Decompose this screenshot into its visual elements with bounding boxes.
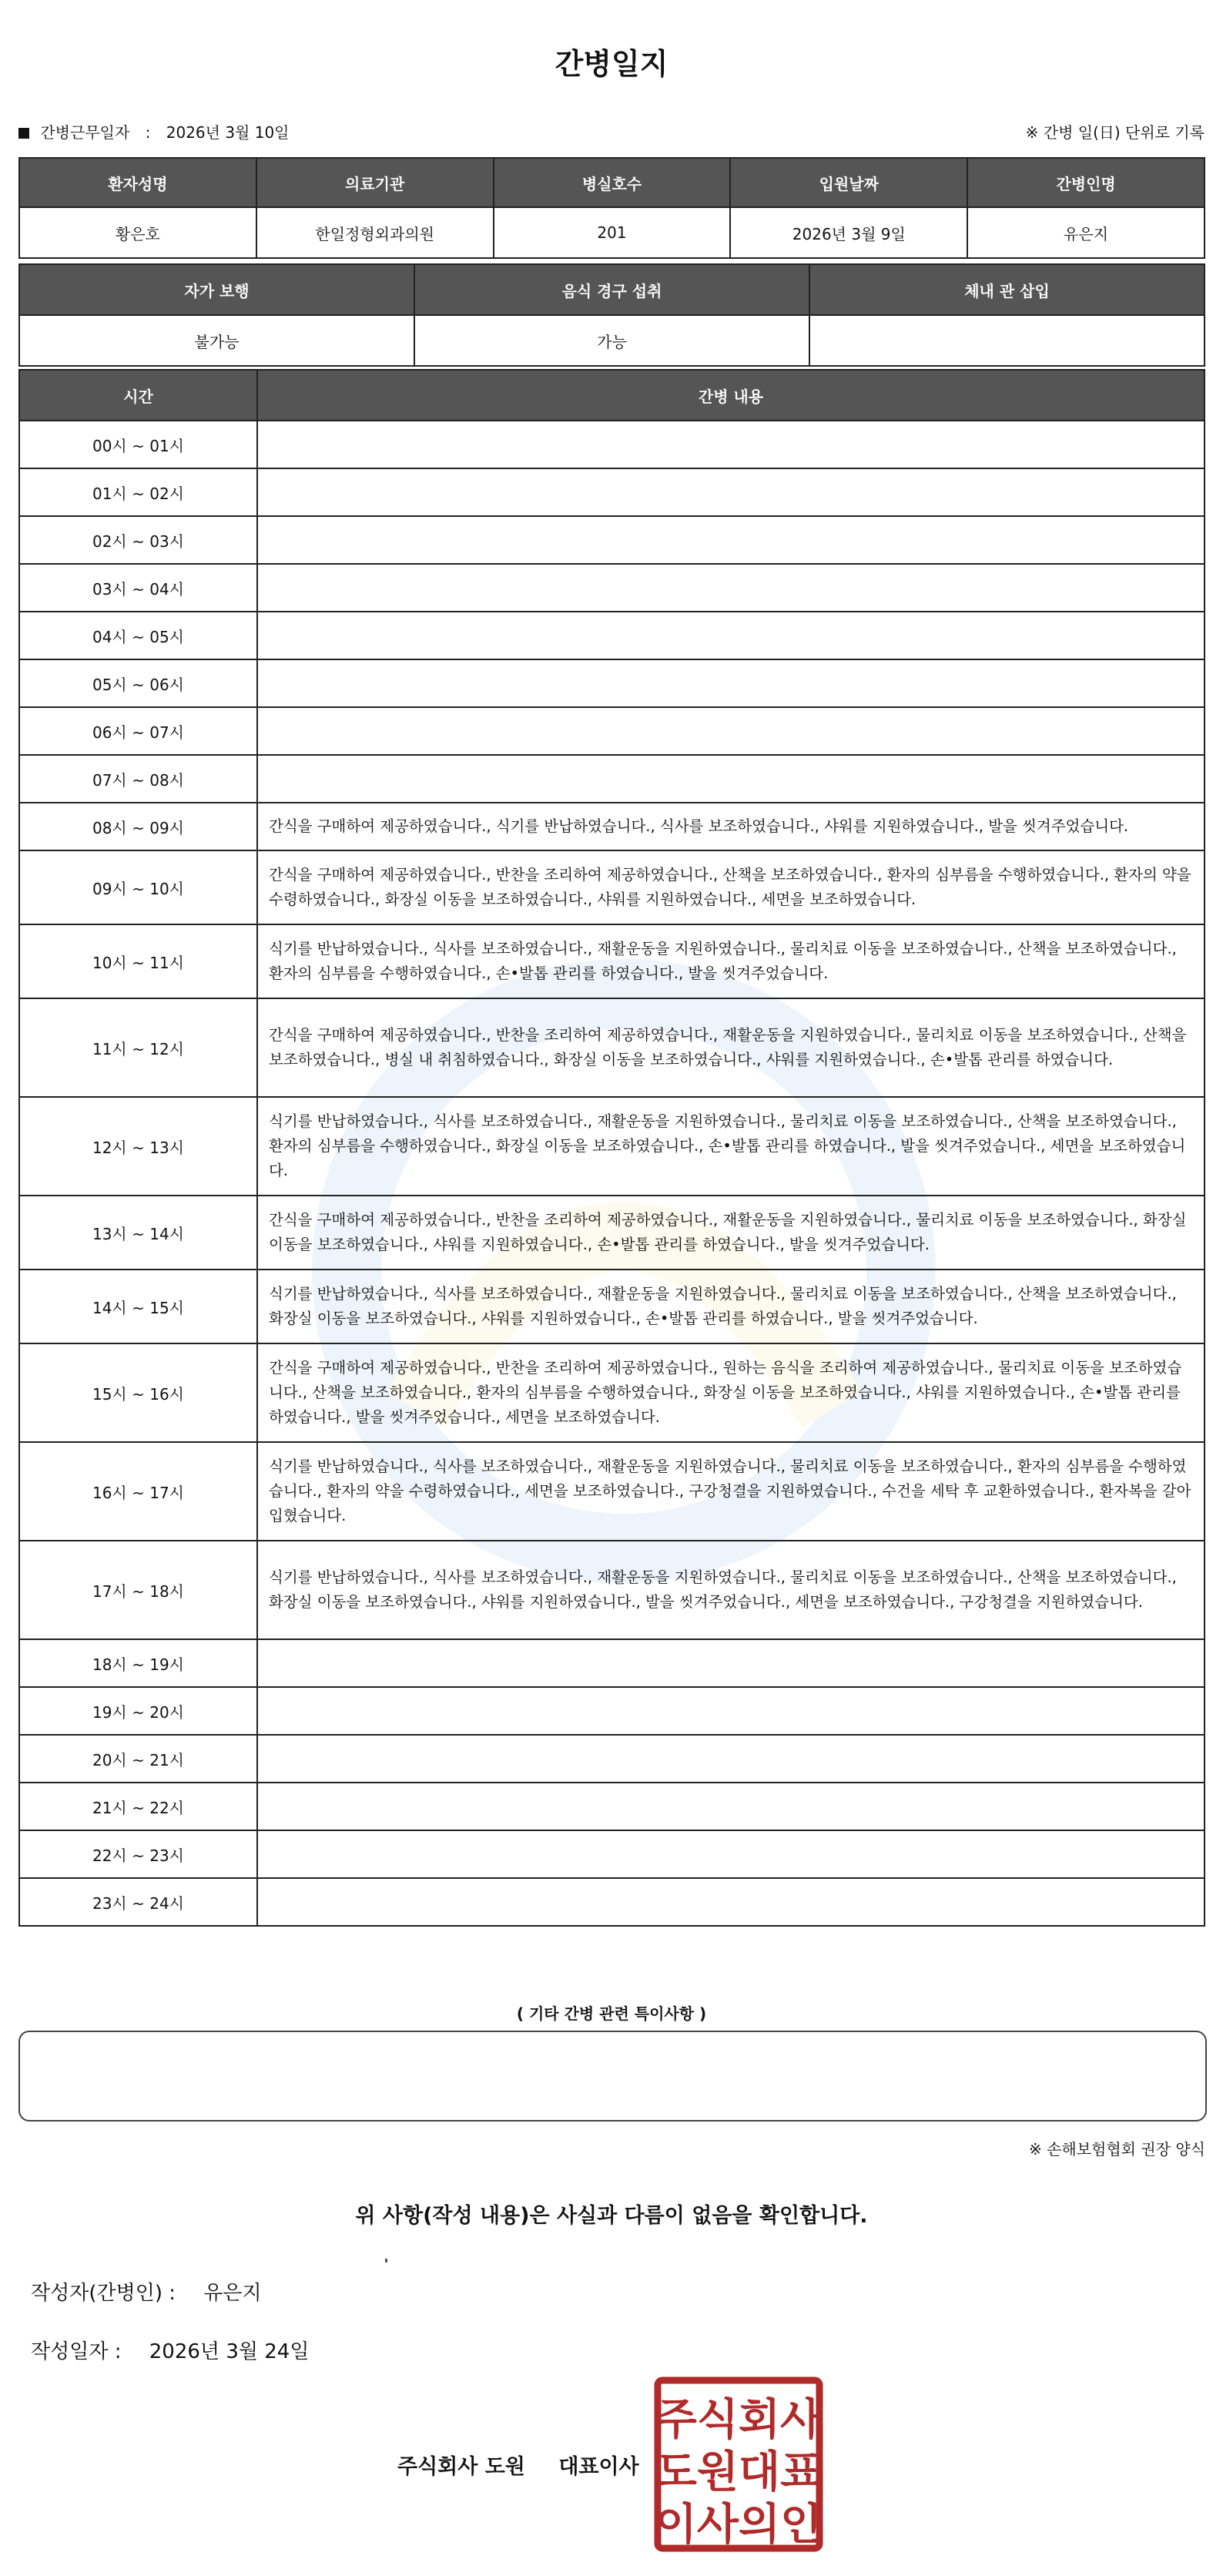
care-log-header-row bbox=[19, 370, 1205, 421]
care-log-time: 16시 ~ 17시 bbox=[19, 1442, 257, 1541]
representative-title: 대표이사 bbox=[558, 2455, 639, 2479]
care-log-time: 00시 ~ 01시 bbox=[19, 421, 257, 468]
patient-status-value-row bbox=[19, 315, 1205, 366]
care-log-content: 식기를 반납하였습니다., 식사를 보조하였습니다., 재활운동을 지원하였습니다., 물리치료 이동을 보조하였습니다., 산책을 보조하였습니다., 화장실 이동을 보조하였습니다., 샤워를 지원하였습니다., 손•발톱 관리를 하였습니다., 발을 씻겨주었습니다. bbox=[257, 1270, 1205, 1343]
tube-insertion-value bbox=[809, 315, 1205, 366]
care-log-row bbox=[19, 1196, 1205, 1270]
work-date bbox=[18, 120, 290, 143]
care-log-time: 09시 ~ 10시 bbox=[19, 850, 257, 924]
care-log-time: 17시 ~ 18시 bbox=[19, 1541, 257, 1639]
care-log-row bbox=[19, 564, 1205, 612]
care-log-time: 05시 ~ 06시 bbox=[19, 659, 257, 707]
care-log-row bbox=[19, 707, 1205, 755]
care-log-content: 식기를 반납하였습니다., 식사를 보조하였습니다., 재활운동을 지원하였습니다., 물리치료 이동을 보조하였습니다., 산책을 보조하였습니다., 환자의 심부름을 수행하였습니다., 손•발톱 관리를 하였습니다., 발을 씻겨주었습니다. bbox=[257, 924, 1205, 998]
header-room-number: 병실호수 bbox=[494, 158, 731, 207]
care-log-content bbox=[257, 1878, 1205, 1926]
care-log-content: 간식을 구매하여 제공하였습니다., 식기를 반납하였습니다., 식사를 보조하였습니다., 샤워를 지원하였습니다., 발을 씻겨주었습니다. bbox=[257, 803, 1205, 850]
patient-status-header-row bbox=[19, 264, 1205, 315]
care-log-content bbox=[257, 612, 1205, 659]
patient-info-value-row bbox=[19, 207, 1205, 258]
care-log-time: 12시 ~ 13시 bbox=[19, 1097, 257, 1196]
care-log-row bbox=[19, 1541, 1205, 1639]
writer-date-value: 2026년 3월 24일 bbox=[149, 2340, 310, 2363]
care-log-content: 식기를 반납하였습니다., 식사를 보조하였습니다., 재활운동을 지원하였습니다., 물리치료 이동을 보조하였습니다., 산책을 보조하였습니다., 환자의 심부름을 수행하였습니다., 화장실 이동을 보조하였습니다., 손•발톱 관리를 하였습니다., 발을 씻겨주었습니다., 세면을 보조하였습니다. bbox=[257, 1097, 1205, 1196]
care-log-content bbox=[257, 1687, 1205, 1735]
seal-line-1: 주식회사 bbox=[655, 2395, 823, 2445]
care-log-row bbox=[19, 1442, 1205, 1541]
admission-date: 2026년 3월 9일 bbox=[730, 207, 967, 258]
care-log-row bbox=[19, 924, 1205, 998]
care-log-time: 02시 ~ 03시 bbox=[19, 516, 257, 564]
hospital-name: 한일정형외과의원 bbox=[256, 207, 494, 258]
care-log-content: 간식을 구매하여 제공하였습니다., 반찬을 조리하여 제공하였습니다., 산책을 보조하였습니다., 환자의 심부름을 수행하였습니다., 환자의 약을 수령하였습니다., 화장실 이동을 보조하였습니다., 샤워를 지원하였습니다., 세면을 보조하였습니다. bbox=[257, 850, 1205, 924]
header-oral-intake: 음식 경구 섭취 bbox=[414, 264, 809, 315]
header-hospital: 의료기관 bbox=[256, 158, 494, 207]
writer-name: 유은지 bbox=[203, 2282, 262, 2305]
work-date-value: 2026년 3월 10일 bbox=[166, 123, 290, 142]
writer-label: 작성자(간병인) : bbox=[31, 2282, 176, 2305]
care-log-time: 03시 ~ 04시 bbox=[19, 564, 257, 612]
company-name: 주식회사 도원 bbox=[397, 2455, 525, 2479]
company-seal-stamp bbox=[653, 2376, 824, 2553]
care-log-content bbox=[257, 516, 1205, 564]
care-log-row bbox=[19, 1343, 1205, 1442]
care-log-row bbox=[19, 755, 1205, 803]
care-log-content bbox=[257, 1735, 1205, 1783]
care-log-content bbox=[257, 707, 1205, 755]
work-date-row bbox=[18, 120, 1205, 145]
care-log-content: 간식을 구매하여 제공하였습니다., 반찬을 조리하여 제공하였습니다., 재활운동을 지원하였습니다., 물리치료 이동을 보조하였습니다., 화장실 이동을 보조하였습니다., 샤워를 지원하였습니다., 손•발톱 관리를 하였습니다., 발을 씻겨주었습니다. bbox=[257, 1196, 1205, 1270]
care-log-row bbox=[19, 1830, 1205, 1878]
care-log-body bbox=[19, 421, 1205, 1926]
care-log-content: 간식을 구매하여 제공하였습니다., 반찬을 조리하여 제공하였습니다., 원하는 음식을 조리하여 제공하였습니다., 물리치료 이동을 보조하였습니다., 산책을 보조하였습니다., 환자의 심부름을 수행하였습니다., 화장실 이동을 보조하였습니다., 샤워를 지원하였습니다., 손•발톱 관리를 하였습니다., 발을 씻겨주었습니다., 세면을 보조하였습니다. bbox=[257, 1343, 1205, 1442]
header-patient-name: 환자성명 bbox=[19, 158, 256, 207]
care-log-content bbox=[257, 1639, 1205, 1687]
writer-date-label: 작성일자 : bbox=[31, 2340, 122, 2363]
care-log-time: 22시 ~ 23시 bbox=[19, 1830, 257, 1878]
patient-name: 황은호 bbox=[19, 207, 256, 258]
care-log-content bbox=[257, 755, 1205, 803]
patient-info-header-row bbox=[19, 158, 1205, 207]
care-log-row bbox=[19, 659, 1205, 707]
care-log-time: 04시 ~ 05시 bbox=[19, 612, 257, 659]
header-time: 시간 bbox=[19, 370, 257, 421]
care-log-time: 13시 ~ 14시 bbox=[19, 1196, 257, 1270]
seal-line-2: 도원대표 bbox=[655, 2447, 823, 2497]
care-log-time: 18시 ~ 19시 bbox=[19, 1639, 257, 1687]
care-log-content bbox=[257, 468, 1205, 516]
recommend-note: ※ 손해보험협회 권장 양식 bbox=[1028, 2140, 1205, 2158]
header-admission-date: 입원날짜 bbox=[730, 158, 967, 207]
care-log-time: 20시 ~ 21시 bbox=[19, 1735, 257, 1783]
care-log-content: 식기를 반납하였습니다., 식사를 보조하였습니다., 재활운동을 지원하였습니다., 물리치료 이동을 보조하였습니다., 산책을 보조하였습니다., 화장실 이동을 보조하였습니다., 샤워를 지원하였습니다., 발을 씻겨주었습니다., 세면을 보조하였습니다., 구강청결을 지원하였습니다. bbox=[257, 1541, 1205, 1639]
care-log-time: 06시 ~ 07시 bbox=[19, 707, 257, 755]
care-log-time: 23시 ~ 24시 bbox=[19, 1878, 257, 1926]
care-log-content bbox=[257, 564, 1205, 612]
care-log-row bbox=[19, 612, 1205, 659]
header-care-content: 간병 내용 bbox=[257, 370, 1205, 421]
care-log-content bbox=[257, 421, 1205, 468]
unit-note: ※ 간병 일(日) 단위로 기록 bbox=[1025, 123, 1205, 142]
care-log-row bbox=[19, 1878, 1205, 1926]
header-caregiver-name: 간병인명 bbox=[967, 158, 1205, 207]
care-log-table bbox=[18, 369, 1205, 1927]
care-log-row bbox=[19, 1097, 1205, 1196]
patient-info-table bbox=[18, 157, 1205, 259]
room-number: 201 bbox=[494, 207, 731, 258]
oral-intake-value: 가능 bbox=[414, 315, 809, 366]
care-log-time: 21시 ~ 22시 bbox=[19, 1783, 257, 1830]
care-log-content bbox=[257, 1830, 1205, 1878]
care-log-row bbox=[19, 1783, 1205, 1830]
work-date-label: 간병근무일자 bbox=[40, 123, 130, 142]
care-log-row bbox=[19, 516, 1205, 564]
page-title: 간병일지 bbox=[555, 47, 668, 81]
writer-date-line bbox=[31, 2336, 309, 2364]
confirmation-text: 위 사항(작성 내용)은 사실과 다름이 없음을 확인합니다. bbox=[355, 2204, 868, 2228]
care-log-time: 14시 ~ 15시 bbox=[19, 1270, 257, 1343]
care-log-time: 07시 ~ 08시 bbox=[19, 755, 257, 803]
header-self-walking: 자가 보행 bbox=[19, 264, 414, 315]
seal-line-3: 이사의인 bbox=[655, 2500, 823, 2550]
care-log-content: 식기를 반납하였습니다., 식사를 보조하였습니다., 재활운동을 지원하였습니다., 물리치료 이동을 보조하였습니다., 환자의 심부름을 수행하였습니다., 환자의 약을 수령하였습니다., 세면을 보조하였습니다., 구강청결을 지원하였습니다., 수건을 세탁 후 교환하였습니다., 환자복을 갈아입혔습니다. bbox=[257, 1442, 1205, 1541]
care-log-row bbox=[19, 998, 1205, 1097]
company-signature bbox=[397, 2450, 639, 2480]
special-notes-box bbox=[18, 2031, 1207, 2122]
care-log-time: 15시 ~ 16시 bbox=[19, 1343, 257, 1442]
care-log-time: 08시 ~ 09시 bbox=[19, 803, 257, 850]
writer-line bbox=[31, 2277, 262, 2306]
special-notes-title: ( 기타 간병 관련 특이사항 ) bbox=[516, 2004, 707, 2023]
self-walking-value: 불가능 bbox=[19, 315, 414, 366]
care-log-row bbox=[19, 850, 1205, 924]
square-bullet-icon bbox=[18, 128, 29, 139]
care-log-row bbox=[19, 1639, 1205, 1687]
caregiver-name: 유은지 bbox=[967, 207, 1205, 258]
care-log-time: 19시 ~ 20시 bbox=[19, 1687, 257, 1735]
care-log-content: 간식을 구매하여 제공하였습니다., 반찬을 조리하여 제공하였습니다., 재활운동을 지원하였습니다., 물리치료 이동을 보조하였습니다., 산책을 보조하였습니다., 병실 내 취침하였습니다., 화장실 이동을 보조하였습니다., 샤워를 지원하였습니다., 손•발톱 관리를 하였습니다. bbox=[257, 998, 1205, 1097]
care-log-row bbox=[19, 1735, 1205, 1783]
care-log-row bbox=[19, 803, 1205, 850]
care-log-row bbox=[19, 421, 1205, 468]
header-tube-insertion: 체내 관 삽입 bbox=[809, 264, 1205, 315]
care-log-time: 01시 ~ 02시 bbox=[19, 468, 257, 516]
care-log-row bbox=[19, 1270, 1205, 1343]
care-log-row bbox=[19, 1687, 1205, 1735]
care-log-time: 10시 ~ 11시 bbox=[19, 924, 257, 998]
ink-dot bbox=[385, 2259, 387, 2262]
care-log-time: 11시 ~ 12시 bbox=[19, 998, 257, 1097]
care-log-row bbox=[19, 468, 1205, 516]
care-log-content bbox=[257, 1783, 1205, 1830]
patient-status-table bbox=[18, 263, 1205, 367]
work-date-separator: : bbox=[145, 123, 151, 142]
care-log-content bbox=[257, 659, 1205, 707]
